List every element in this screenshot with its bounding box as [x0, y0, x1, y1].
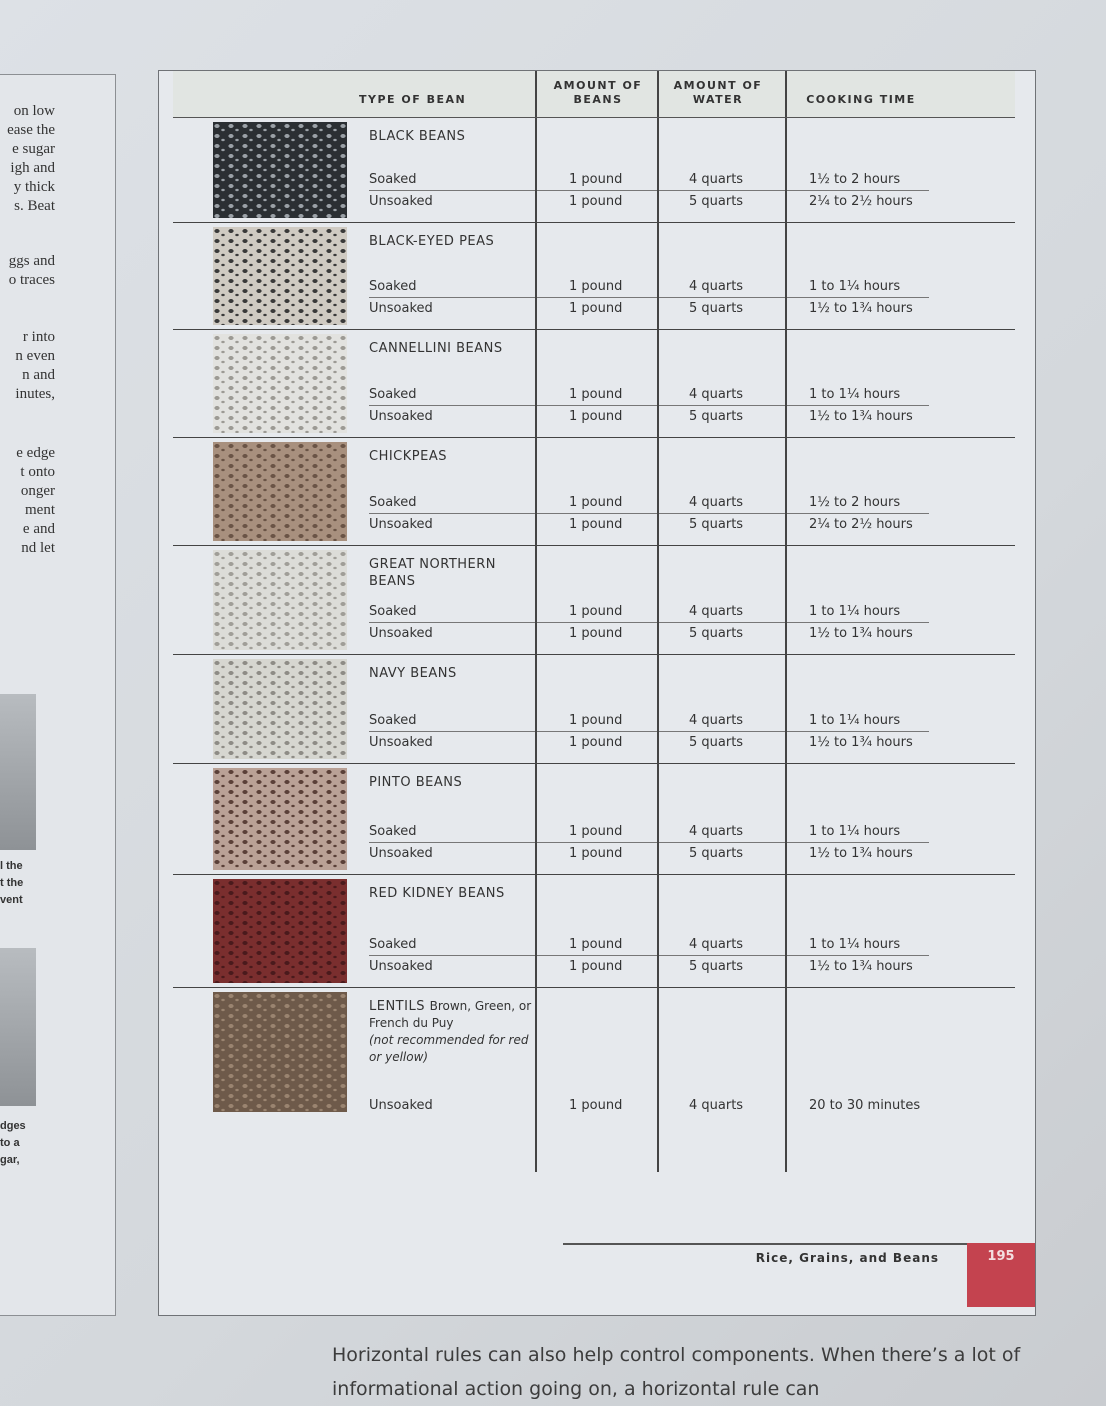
- bean-type-label: BLACK-EYED PEAS: [369, 234, 495, 249]
- unsoaked-row: [369, 1096, 929, 1116]
- column-divider: [657, 764, 659, 874]
- cooking-time: 1 to 1¼ hours: [809, 937, 901, 952]
- water-amount: 4 quarts: [689, 387, 744, 402]
- cooking-time: 1 to 1¼ hours: [809, 713, 901, 728]
- prep-label: Unsoaked: [369, 959, 433, 974]
- cooking-time: 1½ to 1¾ hours: [809, 735, 913, 750]
- prep-label: Soaked: [369, 495, 417, 510]
- table-body: [173, 118, 1015, 1172]
- column-divider: [535, 988, 537, 1172]
- water-amount: 4 quarts: [689, 172, 744, 187]
- bean-type-label: LENTILS: [369, 999, 425, 1014]
- section-title: Rice, Grains, and Beans: [755, 1251, 939, 1265]
- left-page-small-text: dges to a gar,: [0, 1120, 26, 1166]
- bean-amount: 1 pound: [569, 517, 623, 532]
- water-amount: 4 quarts: [689, 279, 744, 294]
- water-amount: 5 quarts: [689, 517, 744, 532]
- bean-amount: 1 pound: [569, 846, 623, 861]
- bean-amount: 1 pound: [569, 937, 623, 952]
- soaked-row: [369, 277, 929, 298]
- bean-amount: 1 pound: [569, 735, 623, 750]
- bean-photo: [213, 992, 347, 1112]
- bean-name: [369, 998, 533, 1066]
- bean-amount: 1 pound: [569, 194, 623, 209]
- cooking-time: 1 to 1¼ hours: [809, 279, 901, 294]
- column-divider: [535, 764, 537, 874]
- water-amount: 5 quarts: [689, 846, 744, 861]
- cooking-time: 20 to 30 minutes: [809, 1098, 921, 1113]
- cooking-time: 2¼ to 2½ hours: [809, 194, 913, 209]
- column-divider: [657, 875, 659, 987]
- prep-label: Unsoaked: [369, 626, 433, 641]
- prep-label: Unsoaked: [369, 846, 433, 861]
- bean-name: [369, 665, 533, 682]
- header-amount-of-water: AMOUNT OF WATER: [673, 79, 763, 106]
- bean-photo: [213, 768, 347, 870]
- water-amount: 5 quarts: [689, 409, 744, 424]
- water-amount: 4 quarts: [689, 713, 744, 728]
- column-divider: [785, 118, 787, 222]
- cooking-time: 1½ to 1¾ hours: [809, 846, 913, 861]
- unsoaked-row: [369, 515, 929, 535]
- column-divider: [535, 438, 537, 545]
- water-amount: 5 quarts: [689, 735, 744, 750]
- cooking-time: 1½ to 1¾ hours: [809, 959, 913, 974]
- header-type-of-bean: TYPE OF BEAN: [359, 93, 467, 106]
- column-divider: [657, 655, 659, 763]
- unsoaked-row: [369, 192, 929, 212]
- water-amount: 5 quarts: [689, 301, 744, 316]
- table-row: [173, 546, 1015, 655]
- bean-type-label: GREAT NORTHERN BEANS: [369, 557, 497, 589]
- footer-rule: [563, 1243, 967, 1245]
- bean-amount: 1 pound: [569, 824, 623, 839]
- column-divider: [657, 330, 659, 437]
- unsoaked-row: [369, 844, 929, 864]
- unsoaked-row: [369, 299, 929, 319]
- prep-label: Unsoaked: [369, 517, 433, 532]
- bean-name: [369, 340, 533, 357]
- bean-type-note: Brown, Green, or French du Puy: [369, 999, 532, 1030]
- water-amount: 5 quarts: [689, 194, 744, 209]
- column-divider: [535, 546, 537, 654]
- soaked-row: [369, 822, 929, 843]
- bean-name: [369, 448, 533, 465]
- left-page-text: ggs and o traces: [8, 253, 55, 288]
- water-amount: 5 quarts: [689, 626, 744, 641]
- bean-photo: [213, 879, 347, 983]
- column-divider: [785, 655, 787, 763]
- column-divider: [785, 71, 787, 117]
- water-amount: 4 quarts: [689, 937, 744, 952]
- cooking-time: 1½ to 2 hours: [809, 172, 901, 187]
- cooking-time: 1½ to 1¾ hours: [809, 409, 913, 424]
- prep-label: Soaked: [369, 713, 417, 728]
- cooking-time: 1 to 1¼ hours: [809, 824, 901, 839]
- bean-amount: 1 pound: [569, 172, 623, 187]
- bean-amount: 1 pound: [569, 1098, 623, 1113]
- bean-photo: [213, 122, 347, 218]
- column-divider: [785, 223, 787, 329]
- page-number: 195: [967, 1243, 1035, 1307]
- bean-amount: 1 pound: [569, 604, 623, 619]
- water-amount: 4 quarts: [689, 824, 744, 839]
- bean-type-note-italic: (not recommended for red or yellow): [369, 1033, 529, 1064]
- table-row: [173, 223, 1015, 330]
- prep-label: Unsoaked: [369, 409, 433, 424]
- left-page-text: r into n even n and inutes,: [15, 329, 55, 402]
- column-divider: [535, 223, 537, 329]
- column-divider: [657, 988, 659, 1172]
- table-header: [173, 71, 1015, 118]
- bean-type-label: PINTO BEANS: [369, 775, 463, 790]
- column-divider: [785, 875, 787, 987]
- soaked-row: [369, 493, 929, 514]
- caption-text: Horizontal rules can also help control components. When there’s a lot of informational action going on, a horizontal rule can: [332, 1344, 1021, 1400]
- prep-label: Soaked: [369, 172, 417, 187]
- soaked-row: [369, 602, 929, 623]
- prep-label: Unsoaked: [369, 301, 433, 316]
- bean-amount: 1 pound: [569, 279, 623, 294]
- bean-photo: [213, 550, 347, 650]
- soaked-row: [369, 935, 929, 956]
- cooking-time: 1½ to 2 hours: [809, 495, 901, 510]
- water-amount: 5 quarts: [689, 959, 744, 974]
- left-page-text: on low ease the e sugar igh and y thick s. Beat: [7, 103, 55, 214]
- bean-name: [369, 774, 533, 791]
- table-row: [173, 988, 1015, 1172]
- column-divider: [535, 71, 537, 117]
- unsoaked-row: [369, 957, 929, 977]
- cooking-time: 1 to 1¼ hours: [809, 604, 901, 619]
- bean-name: [369, 556, 533, 590]
- header-cooking-time: COOKING TIME: [806, 93, 916, 106]
- unsoaked-row: [369, 624, 929, 644]
- bean-amount: 1 pound: [569, 713, 623, 728]
- bean-amount: 1 pound: [569, 959, 623, 974]
- table-row: [173, 118, 1015, 223]
- table-row: [173, 438, 1015, 546]
- column-divider: [657, 223, 659, 329]
- left-photo: [0, 948, 36, 1106]
- water-amount: 4 quarts: [689, 604, 744, 619]
- bean-type-label: NAVY BEANS: [369, 666, 457, 681]
- table-row: [173, 330, 1015, 438]
- soaked-row: [369, 711, 929, 732]
- column-divider: [657, 71, 659, 117]
- bean-photo: [213, 227, 347, 325]
- column-divider: [785, 988, 787, 1172]
- cooking-time: 2¼ to 2½ hours: [809, 517, 913, 532]
- column-divider: [535, 655, 537, 763]
- soaked-row: [369, 170, 929, 191]
- prep-label: Soaked: [369, 604, 417, 619]
- column-divider: [657, 546, 659, 654]
- unsoaked-row: [369, 407, 929, 427]
- table-row: [173, 655, 1015, 764]
- prep-label: Unsoaked: [369, 194, 433, 209]
- bean-amount: 1 pound: [569, 626, 623, 641]
- prep-label: Unsoaked: [369, 1098, 433, 1113]
- bean-photo: [213, 659, 347, 759]
- column-divider: [785, 438, 787, 545]
- bean-amount: 1 pound: [569, 387, 623, 402]
- cooking-time: 1½ to 1¾ hours: [809, 626, 913, 641]
- prep-label: Soaked: [369, 937, 417, 952]
- bean-amount: 1 pound: [569, 495, 623, 510]
- prep-label: Unsoaked: [369, 735, 433, 750]
- unsoaked-row: [369, 733, 929, 753]
- table-row: [173, 875, 1015, 988]
- bean-photo: [213, 442, 347, 541]
- bean-amount: 1 pound: [569, 409, 623, 424]
- column-divider: [657, 438, 659, 545]
- column-divider: [535, 875, 537, 987]
- water-amount: 4 quarts: [689, 1098, 744, 1113]
- bean-name: [369, 128, 533, 145]
- bean-type-label: BLACK BEANS: [369, 129, 466, 144]
- bean-type-label: CHICKPEAS: [369, 449, 447, 464]
- bean-name: [369, 885, 533, 902]
- bean-name: [369, 233, 533, 250]
- book-page: [158, 70, 1036, 1316]
- bean-amount: 1 pound: [569, 301, 623, 316]
- column-divider: [785, 764, 787, 874]
- prep-label: Soaked: [369, 279, 417, 294]
- water-amount: 4 quarts: [689, 495, 744, 510]
- prep-label: Soaked: [369, 824, 417, 839]
- bean-photo: [213, 334, 347, 433]
- soaked-row: [369, 385, 929, 406]
- prep-label: Soaked: [369, 387, 417, 402]
- bean-cooking-table: [173, 71, 1015, 1172]
- left-page-text: e edge t onto onger ment e and nd let: [16, 445, 55, 556]
- header-amount-of-beans: AMOUNT OF BEANS: [553, 79, 643, 106]
- column-divider: [535, 118, 537, 222]
- bean-type-label: CANNELLINI BEANS: [369, 341, 503, 356]
- cooking-time: 1½ to 1¾ hours: [809, 301, 913, 316]
- column-divider: [785, 330, 787, 437]
- left-photo: [0, 694, 36, 850]
- bean-type-label: RED KIDNEY BEANS: [369, 886, 505, 901]
- column-divider: [657, 118, 659, 222]
- column-divider: [785, 546, 787, 654]
- cooking-time: 1 to 1¼ hours: [809, 387, 901, 402]
- column-divider: [535, 330, 537, 437]
- table-row: [173, 764, 1015, 875]
- left-page-small-text: l the t the vent: [0, 860, 24, 906]
